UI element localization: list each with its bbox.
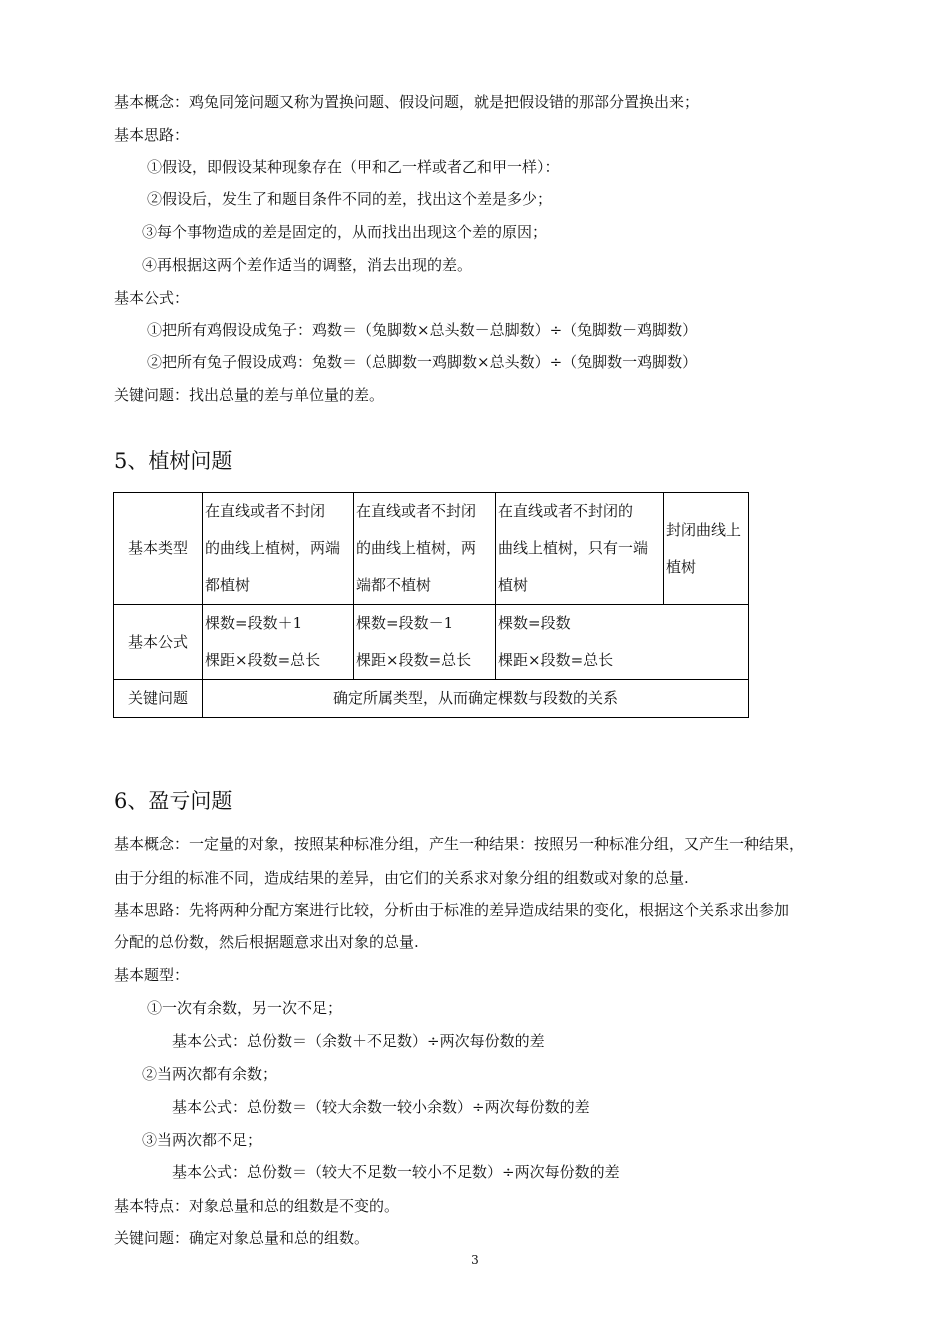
case-1: ①一次有余数，另一次不足；	[147, 999, 343, 1017]
key-cell: 确定所属类型，从而确定棵数与段数的关系	[203, 680, 749, 718]
type-cell-1	[203, 493, 354, 605]
type-cell-2	[354, 493, 496, 605]
cell-line: 的曲线上植树，两	[356, 539, 477, 557]
type-label: 基本题型：	[114, 966, 190, 984]
page-number: 3	[471, 1253, 479, 1267]
formula-cell-2	[354, 605, 496, 680]
section-6-title: 6、盈亏问题	[114, 789, 233, 813]
case-3-formula: 基本公式：总份数＝（较大不足数一较小不足数）÷两次每份数的差	[172, 1163, 620, 1181]
cell-line: 在直线或者不封闭的	[498, 502, 634, 520]
concept-line-1: 基本概念：一定量的对象，按照某种标准分组，产生一种结果：按照另一种标准分组，又产生一种结果，	[114, 835, 805, 853]
cell-line: 棵数=段数	[498, 614, 571, 632]
key-question: 关键问题：找出总量的差与单位量的差。	[114, 386, 385, 404]
concept-text: 基本概念：鸡兔同笼问题又称为置换问题、假设问题，就是把假设错的那部分置换出来；	[114, 93, 700, 111]
row-header-formula: 基本公式	[114, 605, 203, 680]
cell-line: 植树	[498, 576, 529, 594]
formula-2: ②把所有兔子假设成鸡：兔数＝（总脚数一鸡脚数×总头数）÷（兔脚数一鸡脚数）	[147, 353, 698, 371]
cell-line: 都植树	[205, 576, 251, 594]
thought-line-1: 基本思路：先将两种分配方案进行比较，分析由于标准的差异造成结果的变化，根据这个关系求出参加	[114, 901, 790, 919]
table-row	[114, 605, 749, 680]
formula-cell-3	[496, 605, 749, 680]
case-2-formula: 基本公式：总份数＝（较大余数一较小余数）÷两次每份数的差	[172, 1098, 590, 1116]
type-cell-4	[664, 493, 749, 605]
thought-label: 基本思路：	[114, 126, 190, 144]
table-row	[114, 680, 749, 718]
row-header-type: 基本类型	[114, 493, 203, 605]
step-1: ①假设，即假设某种现象存在（甲和乙一样或者乙和甲一样）：	[147, 158, 560, 176]
cell-line: 在直线或者不封闭	[356, 502, 477, 520]
cell-line: 封闭曲线上	[666, 520, 742, 539]
case-2: ②当两次都有余数；	[142, 1065, 278, 1083]
feature-text: 基本特点：对象总量和总的组数是不变的。	[114, 1197, 400, 1215]
cell-line: 端都不植树	[356, 576, 432, 594]
type-cell-3	[496, 493, 664, 605]
tree-planting-table	[113, 492, 749, 718]
step-4: ④再根据这两个差作适当的调整，消去出现的差。	[142, 256, 473, 274]
case-3: ③当两次都不足；	[142, 1131, 263, 1149]
cell-line: 在直线或者不封闭	[205, 502, 326, 520]
formula-1: ①把所有鸡假设成兔子：鸡数＝（兔脚数×总头数－总脚数）÷（兔脚数－鸡脚数）	[147, 321, 698, 339]
formula-label: 基本公式：	[114, 289, 190, 307]
thought-line-2: 分配的总份数，然后根据题意求出对象的总量.	[114, 933, 419, 951]
section-5-title: 5、植树问题	[114, 449, 233, 473]
cell-line: 棵数=段数－1	[356, 614, 454, 632]
cell-line: 曲线上植树，只有一端	[498, 539, 649, 557]
cell-line: 棵数=段数＋1	[205, 614, 303, 632]
cell-line: 棵距×段数=总长	[205, 651, 321, 669]
table-row	[114, 493, 749, 605]
cell-line: 的曲线上植树，两端	[205, 539, 341, 557]
step-3: ③每个事物造成的差是固定的，从而找出出现这个差的原因；	[142, 223, 548, 241]
concept-line-2: 由于分组的标准不同，造成结果的差异，由它们的关系求对象分组的组数或对象的总量.	[114, 869, 689, 887]
row-header-key: 关键问题	[114, 680, 203, 718]
case-1-formula: 基本公式：总份数＝（余数＋不足数）÷两次每份数的差	[172, 1032, 545, 1050]
formula-cell-1	[203, 605, 354, 680]
cell-line: 棵距×段数=总长	[356, 651, 472, 669]
step-2: ②假设后，发生了和题目条件不同的差，找出这个差是多少；	[147, 190, 553, 208]
key-question-6: 关键问题：确定对象总量和总的组数。	[114, 1229, 370, 1247]
cell-line: 植树	[666, 557, 697, 576]
cell-line: 棵距×段数=总长	[498, 651, 614, 669]
